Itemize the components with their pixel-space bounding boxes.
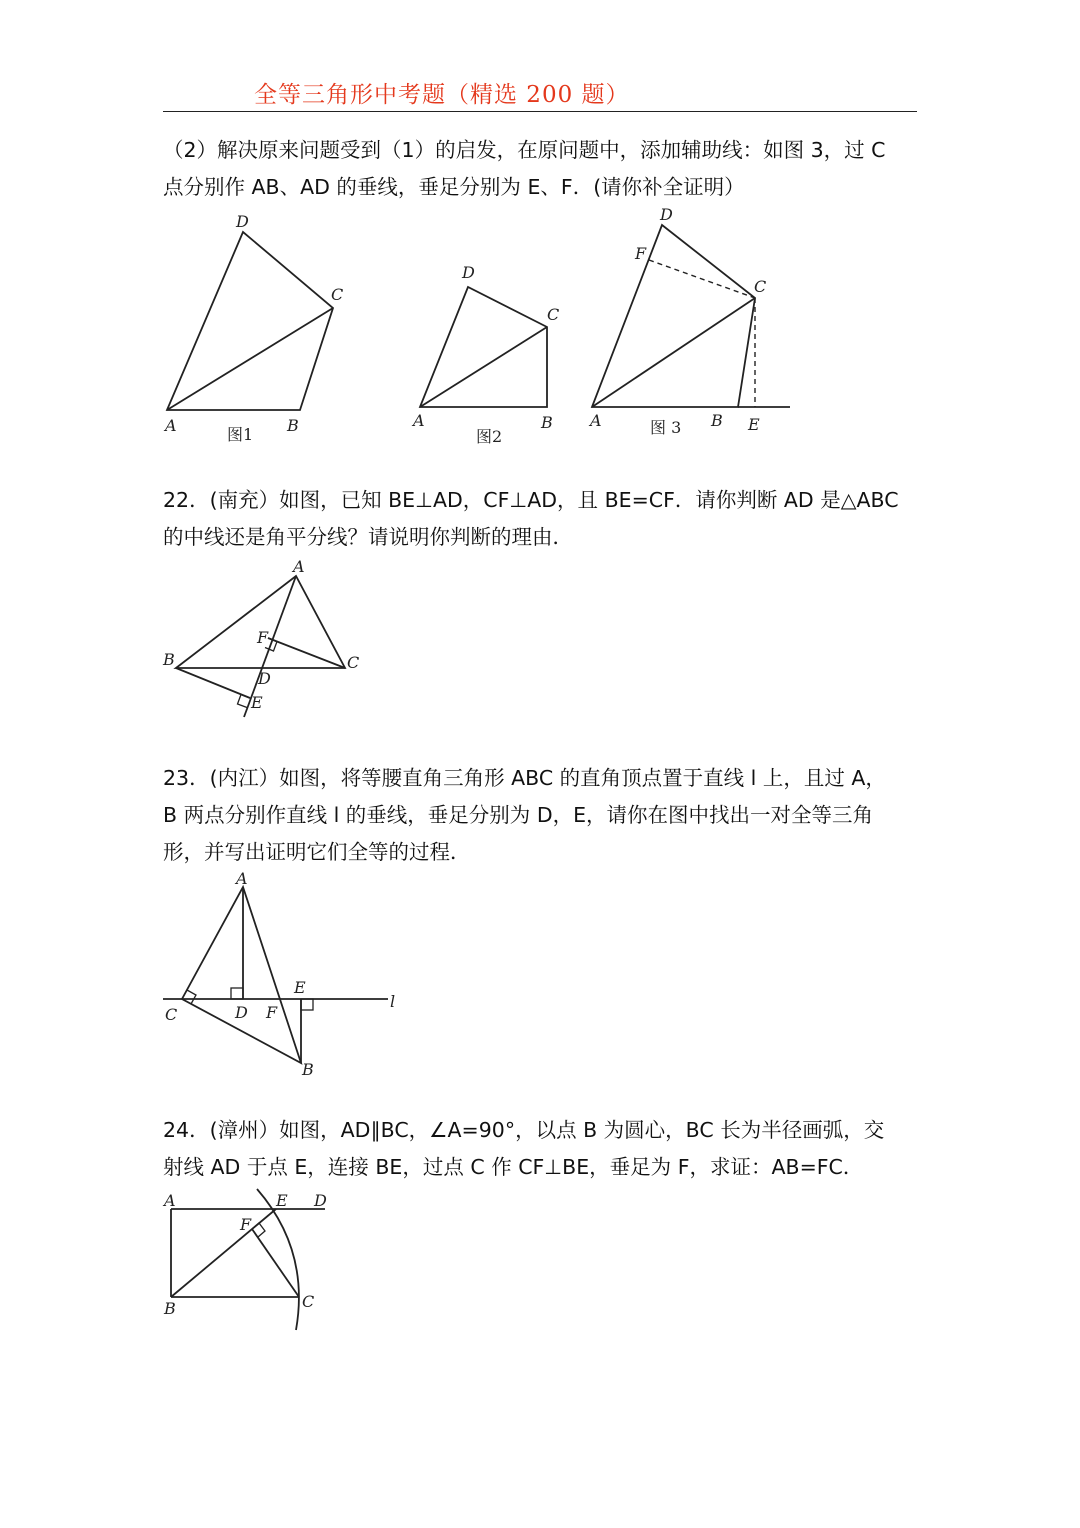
header-rule bbox=[163, 111, 917, 112]
right-angle-mark-e bbox=[301, 999, 313, 1010]
label-d: D bbox=[236, 212, 249, 231]
right-angle-mark-f bbox=[252, 1223, 265, 1237]
text-line: 23．(内江）如图，将等腰直角三角形 ABC 的直角顶点置于直线 l 上，且过 A， bbox=[163, 766, 886, 790]
arc-center-b bbox=[257, 1189, 299, 1330]
label-a: A bbox=[413, 411, 425, 430]
label-c: C bbox=[331, 285, 344, 304]
figure-1-quadrilateral bbox=[160, 210, 360, 450]
caption-fig2: 图2 bbox=[476, 427, 503, 446]
segment-cf bbox=[268, 638, 345, 668]
text-line: 形，并写出证明它们全等的过程． bbox=[163, 840, 471, 864]
figure-problem23 bbox=[160, 865, 405, 1080]
label-l: l bbox=[390, 992, 396, 1011]
caption-fig1: 图1 bbox=[227, 425, 254, 444]
quad-abcd bbox=[420, 287, 547, 407]
right-angle-mark-d bbox=[231, 988, 243, 999]
label-a: A bbox=[164, 1191, 176, 1210]
label-e: E bbox=[294, 978, 306, 997]
text-line: （2）解决原来问题受到（1）的启发，在原问题中，添加辅助线：如图 3，过 C bbox=[163, 138, 886, 162]
label-a: A bbox=[165, 416, 177, 435]
page-header-title: 全等三角形中考题（精选 200 题） bbox=[254, 82, 630, 108]
text-line: 24．(漳州）如图，AD∥BC，∠A=90°，以点 B 为圆心，BC 长为半径画弧，交 bbox=[163, 1118, 885, 1142]
problem22-text bbox=[163, 482, 923, 556]
label-b: B bbox=[711, 411, 723, 430]
text-line: 的中线还是角平分线？请说明你判断的理由． bbox=[163, 525, 573, 549]
label-b: B bbox=[163, 650, 175, 669]
figure-2-quadrilateral bbox=[410, 260, 580, 450]
problem23-text bbox=[163, 760, 923, 871]
text-line: 22．(南充）如图，已知 BE⊥AD，CF⊥AD，且 BE=CF．请你判断 AD 是△ABC bbox=[163, 488, 899, 512]
text-line: 点分别作 AB、AD 的垂线，垂足分别为 E、F．(请你补全证明） bbox=[163, 175, 745, 199]
diagonal-ac bbox=[420, 327, 547, 407]
label-e: E bbox=[748, 415, 760, 434]
diagonal-ac bbox=[167, 308, 333, 410]
label-c: C bbox=[302, 1292, 315, 1311]
label-b: B bbox=[541, 413, 553, 432]
triangle-abc bbox=[182, 887, 301, 1063]
label-e: E bbox=[276, 1191, 288, 1210]
figure-problem24 bbox=[160, 1185, 340, 1335]
label-d: D bbox=[462, 263, 475, 282]
label-f: F bbox=[257, 628, 269, 647]
text-line: 射线 AD 于点 E，连接 BE，过点 C 作 CF⊥BE，垂足为 F，求证：AB=FC． bbox=[163, 1155, 864, 1179]
label-a: A bbox=[236, 869, 248, 888]
caption-fig3: 图 3 bbox=[650, 418, 682, 437]
segment-be bbox=[171, 1209, 276, 1297]
text-line: B 两点分别作直线 l 的垂线，垂足分别为 D，E，请你在图中找出一对全等三角 bbox=[163, 803, 874, 827]
label-f: F bbox=[635, 244, 647, 263]
diagonal-ac bbox=[592, 298, 755, 407]
label-f: F bbox=[240, 1215, 252, 1234]
label-e: E bbox=[251, 693, 263, 712]
figure-3-auxiliary-lines bbox=[585, 200, 795, 445]
problem24-text bbox=[163, 1112, 923, 1186]
label-d: D bbox=[314, 1191, 327, 1210]
label-b: B bbox=[287, 416, 299, 435]
label-d: D bbox=[235, 1003, 248, 1022]
segment-cf bbox=[252, 1229, 299, 1297]
triangle-abc bbox=[176, 576, 345, 668]
segment-be bbox=[176, 668, 250, 698]
label-c: C bbox=[165, 1005, 178, 1024]
label-c: C bbox=[754, 277, 767, 296]
label-d: D bbox=[258, 669, 271, 688]
figure-problem22 bbox=[160, 555, 370, 725]
label-c: C bbox=[347, 653, 360, 672]
label-a: A bbox=[293, 557, 305, 576]
label-f: F bbox=[266, 1003, 278, 1022]
perpendicular-cf bbox=[649, 260, 755, 298]
label-c: C bbox=[547, 305, 560, 324]
label-b: B bbox=[302, 1060, 314, 1079]
label-a: A bbox=[590, 411, 602, 430]
label-b: B bbox=[164, 1299, 176, 1318]
label-d: D bbox=[660, 205, 673, 224]
problem21-part2-text bbox=[163, 132, 923, 206]
quad-abcd bbox=[592, 225, 755, 407]
quad-abcd bbox=[167, 232, 333, 410]
